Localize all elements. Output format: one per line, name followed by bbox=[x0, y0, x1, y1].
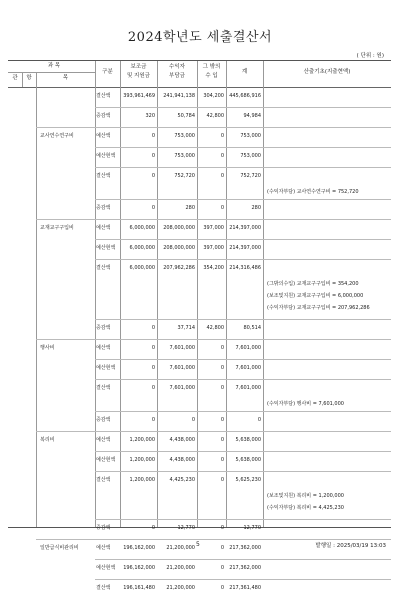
other-cell: 397,000 bbox=[203, 245, 224, 251]
basis-note: (그밖의수입) 교재교구구입비 = 354,200 bbox=[267, 281, 359, 287]
total-cell: 214,397,000 bbox=[229, 225, 261, 231]
beneficiary-cell: 4,425,230 bbox=[169, 477, 195, 483]
row-divider bbox=[36, 539, 391, 540]
total-cell: 753,000 bbox=[240, 133, 261, 139]
gubun-cell: 증감액 bbox=[96, 417, 111, 423]
other-cell: 0 bbox=[220, 437, 224, 443]
subsidy-cell: 1,200,000 bbox=[129, 457, 155, 463]
row-divider bbox=[95, 519, 391, 520]
total-cell: 217,361,480 bbox=[229, 585, 261, 591]
beneficiary-cell: 208,000,000 bbox=[163, 225, 195, 231]
other-cell: 304,200 bbox=[203, 93, 224, 99]
beneficiary-cell: 4,438,000 bbox=[169, 437, 195, 443]
beneficiary-cell: 12,770 bbox=[177, 525, 195, 531]
other-cell: 0 bbox=[220, 153, 224, 159]
beneficiary-cell: 0 bbox=[191, 417, 195, 423]
total-cell: 7,601,000 bbox=[235, 365, 261, 371]
mok-cell: 교재교구구입비 bbox=[40, 225, 74, 231]
header-gubun: 구분 bbox=[102, 69, 113, 75]
mok-cell: 행사비 bbox=[40, 345, 55, 351]
row-divider bbox=[95, 379, 391, 380]
other-cell: 0 bbox=[220, 133, 224, 139]
row-divider bbox=[95, 559, 391, 560]
subsidy-cell: 0 bbox=[151, 365, 155, 371]
beneficiary-cell: 4,438,000 bbox=[169, 457, 195, 463]
total-cell: 445,686,916 bbox=[229, 93, 261, 99]
gubun-cell: 예산액 bbox=[96, 345, 111, 351]
total-cell: 214,397,000 bbox=[229, 245, 261, 251]
subsidy-cell: 0 bbox=[151, 385, 155, 391]
total-cell: 5,625,230 bbox=[235, 477, 261, 483]
subsidy-cell: 1,200,000 bbox=[129, 437, 155, 443]
mok-cell: 일반급식비관리비 bbox=[40, 545, 79, 551]
subsidy-cell: 6,000,000 bbox=[129, 245, 155, 251]
beneficiary-cell: 21,200,000 bbox=[166, 545, 195, 551]
beneficiary-cell: 207,962,286 bbox=[163, 265, 195, 271]
gubun-cell: 예산액 bbox=[96, 437, 111, 443]
row-divider bbox=[95, 319, 391, 320]
total-cell: 5,638,000 bbox=[235, 457, 261, 463]
other-cell: 0 bbox=[220, 385, 224, 391]
row-divider bbox=[95, 359, 391, 360]
gubun-cell: 결산액 bbox=[96, 265, 111, 271]
beneficiary-cell: 21,200,000 bbox=[166, 585, 195, 591]
row-divider bbox=[95, 147, 391, 148]
gubun-cell: 증감액 bbox=[96, 525, 111, 531]
gubun-cell: 예산액 bbox=[96, 545, 111, 551]
basis-note: (수익자부담) 교사연수연구비 = 752,720 bbox=[267, 189, 359, 195]
header-account: 과 목 bbox=[47, 63, 61, 69]
page-number: 5 bbox=[196, 541, 200, 548]
beneficiary-cell: 753,000 bbox=[174, 153, 195, 159]
gubun-cell: 결산액 bbox=[96, 385, 111, 391]
total-cell: 214,316,486 bbox=[229, 265, 261, 271]
subsidy-cell: 1,200,000 bbox=[129, 477, 155, 483]
gubun-cell: 예산현액 bbox=[96, 457, 116, 463]
other-cell: 0 bbox=[220, 365, 224, 371]
other-cell: 0 bbox=[220, 417, 224, 423]
header-beneficiary-2: 부담금 bbox=[169, 73, 185, 79]
other-cell: 0 bbox=[220, 565, 224, 571]
basis-note: (수익자부담) 교재교구구입비 = 207,962,286 bbox=[267, 305, 370, 311]
subsidy-cell: 0 bbox=[151, 325, 155, 331]
beneficiary-cell: 37,714 bbox=[177, 325, 195, 331]
gubun-cell: 결산액 bbox=[96, 173, 111, 179]
subsidy-cell: 196,162,000 bbox=[123, 565, 155, 571]
gubun-cell: 결산액 bbox=[96, 93, 111, 99]
other-cell: 0 bbox=[220, 545, 224, 551]
other-cell: 0 bbox=[220, 585, 224, 591]
subsidy-cell: 0 bbox=[151, 345, 155, 351]
total-cell: 94,984 bbox=[243, 113, 261, 119]
total-cell: 753,000 bbox=[240, 153, 261, 159]
total-cell: 5,638,000 bbox=[235, 437, 261, 443]
header-kwan: 관 bbox=[12, 75, 18, 81]
row-divider bbox=[36, 339, 391, 340]
row-divider bbox=[95, 411, 391, 412]
other-cell: 0 bbox=[220, 205, 224, 211]
total-cell: 80,514 bbox=[243, 325, 261, 331]
beneficiary-cell: 50,784 bbox=[177, 113, 195, 119]
total-cell: 0 bbox=[257, 417, 261, 423]
row-divider bbox=[95, 471, 391, 472]
gubun-cell: 증감액 bbox=[96, 113, 111, 119]
header-total: 계 bbox=[241, 69, 248, 75]
gubun-cell: 결산액 bbox=[96, 585, 111, 591]
gubun-cell: 예산현액 bbox=[96, 365, 116, 371]
total-cell: 217,362,000 bbox=[229, 545, 261, 551]
other-cell: 42,800 bbox=[206, 325, 224, 331]
header-beneficiary: 수익자 bbox=[169, 64, 185, 70]
beneficiary-cell: 7,601,000 bbox=[169, 385, 195, 391]
row-divider bbox=[95, 239, 391, 240]
total-cell: 7,601,000 bbox=[235, 345, 261, 351]
subsidy-cell: 196,161,480 bbox=[123, 585, 155, 591]
beneficiary-cell: 753,000 bbox=[174, 133, 195, 139]
total-cell: 752,720 bbox=[240, 173, 261, 179]
gubun-cell: 예산현액 bbox=[96, 153, 116, 159]
header-basis: 산출기초(지출현액) bbox=[303, 69, 351, 75]
other-cell: 0 bbox=[220, 457, 224, 463]
header-other: 그 밖의 bbox=[202, 64, 221, 70]
beneficiary-cell: 208,000,000 bbox=[163, 245, 195, 251]
total-cell: 7,601,000 bbox=[235, 385, 261, 391]
document-title: 2024학년도 세출결산서 bbox=[127, 30, 273, 45]
subsidy-cell: 0 bbox=[151, 525, 155, 531]
beneficiary-cell: 7,601,000 bbox=[169, 345, 195, 351]
beneficiary-cell: 752,720 bbox=[174, 173, 195, 179]
gubun-cell: 예산액 bbox=[96, 133, 111, 139]
row-divider bbox=[95, 199, 391, 200]
gubun-cell: 예산현액 bbox=[96, 565, 116, 571]
row-divider bbox=[36, 219, 391, 220]
subsidy-cell: 320 bbox=[145, 113, 155, 119]
beneficiary-cell: 280 bbox=[185, 205, 195, 211]
header-mok: 목 bbox=[62, 75, 69, 81]
header-subsidy-2: 및 지원금 bbox=[126, 73, 150, 79]
subsidy-cell: 393,961,469 bbox=[123, 93, 155, 99]
header-subsidy: 보조금 bbox=[130, 64, 147, 70]
mok-cell: 복리비 bbox=[40, 437, 55, 443]
basis-note: (보조및지원) 교재교구구입비 = 6,000,000 bbox=[267, 293, 364, 299]
subsidy-cell: 0 bbox=[151, 205, 155, 211]
row-divider bbox=[95, 451, 391, 452]
unit-label: ( 단위 : 원) bbox=[356, 53, 384, 59]
gubun-cell: 결산액 bbox=[96, 477, 111, 483]
other-cell: 0 bbox=[220, 345, 224, 351]
row-divider bbox=[36, 127, 391, 128]
other-cell: 42,800 bbox=[206, 113, 224, 119]
row-divider bbox=[95, 579, 391, 580]
total-cell: 280 bbox=[251, 205, 261, 211]
mok-cell: 교사연수연구비 bbox=[40, 133, 74, 139]
subsidy-cell: 0 bbox=[151, 173, 155, 179]
row-divider bbox=[36, 431, 391, 432]
gubun-cell: 증감액 bbox=[96, 325, 111, 331]
table-header bbox=[8, 61, 391, 88]
subsidy-cell: 6,000,000 bbox=[129, 225, 155, 231]
print-timestamp: 발행일 : 2025/03/19 13:03 bbox=[315, 543, 386, 549]
beneficiary-cell: 7,601,000 bbox=[169, 365, 195, 371]
subsidy-cell: 0 bbox=[151, 417, 155, 423]
basis-note: (수익자부담) 복리비 = 4,425,230 bbox=[267, 505, 344, 511]
subsidy-cell: 0 bbox=[151, 153, 155, 159]
basis-note: (수익자부담) 행사비 = 7,601,000 bbox=[267, 401, 344, 407]
total-cell: 12,770 bbox=[243, 525, 261, 531]
beneficiary-cell: 241,941,138 bbox=[163, 93, 195, 99]
subsidy-cell: 196,162,000 bbox=[123, 545, 155, 551]
beneficiary-cell: 21,200,000 bbox=[166, 565, 195, 571]
total-cell: 217,362,000 bbox=[229, 565, 261, 571]
other-cell: 0 bbox=[220, 477, 224, 483]
row-divider bbox=[95, 107, 391, 108]
subsidy-cell: 0 bbox=[151, 133, 155, 139]
other-cell: 397,000 bbox=[203, 225, 224, 231]
basis-note: (보조및지원) 복리비 = 1,200,000 bbox=[267, 493, 344, 499]
other-cell: 0 bbox=[220, 525, 224, 531]
other-cell: 0 bbox=[220, 173, 224, 179]
gubun-cell: 예산현액 bbox=[96, 245, 116, 251]
header-other-2: 수 입 bbox=[205, 73, 218, 79]
gubun-cell: 예산액 bbox=[96, 225, 111, 231]
subsidy-cell: 6,000,000 bbox=[129, 265, 155, 271]
row-divider bbox=[95, 167, 391, 168]
gubun-cell: 증감액 bbox=[96, 205, 111, 211]
other-cell: 354,200 bbox=[203, 265, 224, 271]
header-hang: 항 bbox=[26, 75, 32, 81]
row-divider bbox=[95, 259, 391, 260]
